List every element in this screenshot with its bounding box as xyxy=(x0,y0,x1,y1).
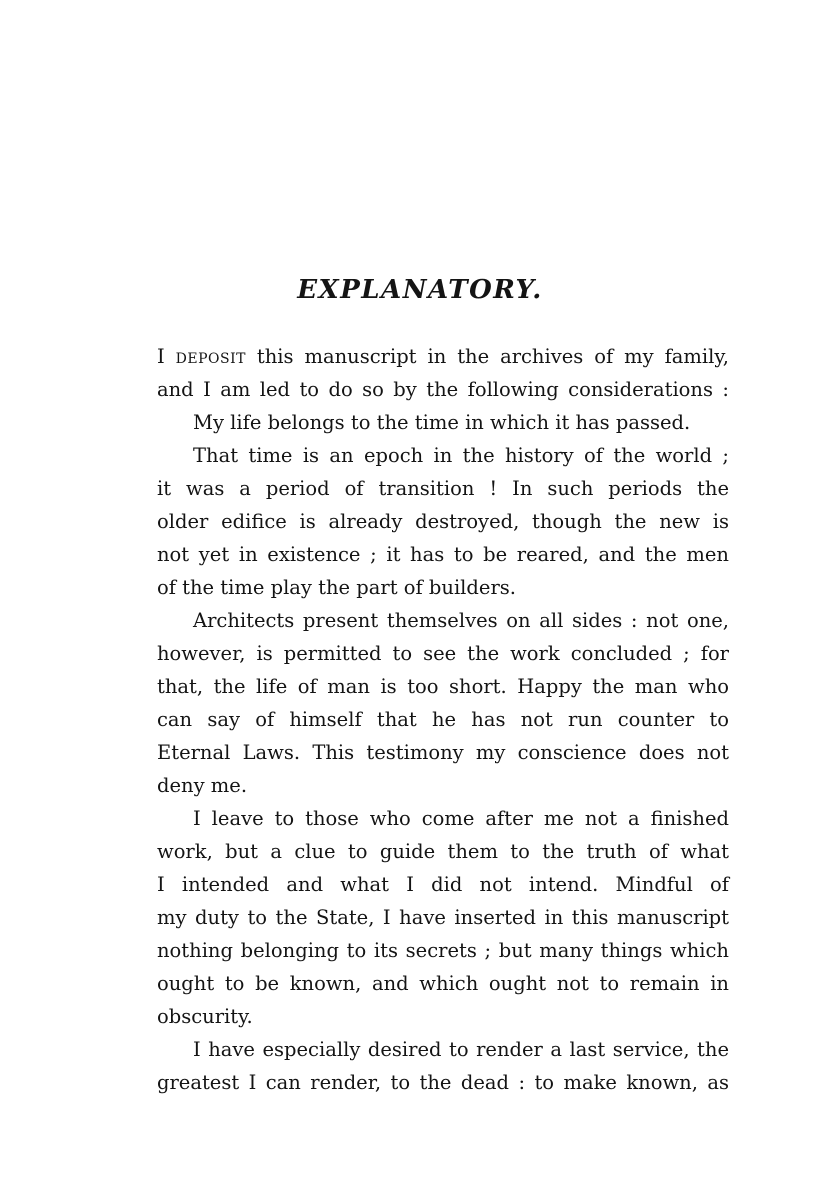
text-line: Architects present themselves on all sides : not one, xyxy=(193,609,729,632)
text-line: that, the life of man is too short. Happy the man who xyxy=(157,675,729,698)
small-caps-word: deposit xyxy=(175,345,246,368)
drop-word: I xyxy=(157,345,176,368)
chapter-heading: EXPLANATORY. xyxy=(297,275,543,305)
text-line: older edifice is already destroyed, though the new is xyxy=(157,510,729,533)
text-line: greatest I can render, to the dead : to make known, as xyxy=(157,1071,729,1094)
text-line: however, is permitted to see the work concluded ; for xyxy=(157,642,729,665)
text-line: I deposit this manuscript in the archives of my family, xyxy=(157,345,730,368)
text-line: can say of himself that he has not run counter to xyxy=(157,708,729,731)
text-line: I have especially desired to render a last service, the xyxy=(193,1038,729,1061)
text-line: I intended and what I did not intend. Mindful of xyxy=(157,873,729,896)
text-line: not yet in existence ; it has to be reared, and the men xyxy=(157,543,729,566)
text-line: My life belongs to the time in which it has passed. xyxy=(193,411,691,434)
text-line: I leave to those who come after me not a finished xyxy=(193,807,729,830)
text-line: obscurity. xyxy=(157,1005,253,1028)
text-line: ought to be known, and which ought not to remain in xyxy=(157,972,729,995)
text-line: and I am led to do so by the following considerations : xyxy=(157,378,729,401)
text-line: work, but a clue to guide them to the truth of what xyxy=(157,840,729,863)
text-line: of the time play the part of builders. xyxy=(157,576,516,599)
text-line: my duty to the State, I have inserted in this manuscript xyxy=(157,906,729,929)
text-line: Eternal Laws. This testimony my conscience does not xyxy=(157,741,729,764)
text-line: nothing belonging to its secrets ; but many things which xyxy=(157,939,729,962)
text-line: deny me. xyxy=(157,774,248,797)
text-line: it was a period of transition ! In such periods the xyxy=(157,477,729,500)
body-text xyxy=(157,340,729,1099)
text-line: That time is an epoch in the history of the world ; xyxy=(193,444,729,467)
